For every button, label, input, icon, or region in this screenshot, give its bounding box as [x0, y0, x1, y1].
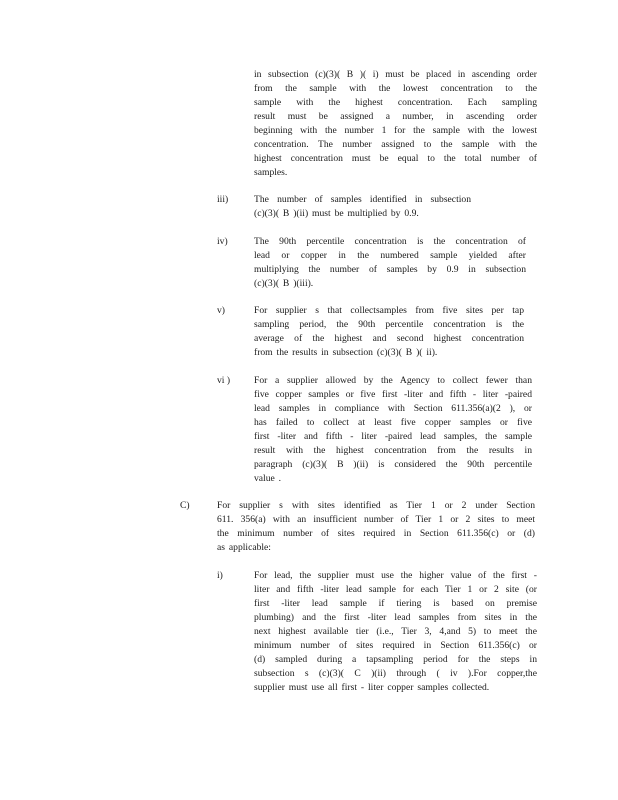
text-line: first -liter lead sample if tiering is based on premise — [254, 598, 537, 609]
text-line: lead samples in compliance with Section 611.356(a)(2 ), or — [254, 403, 532, 414]
text-line: concentration. The number assigned to the sample with the — [254, 139, 537, 150]
item-iv-paragraph — [254, 235, 526, 291]
text-line: subsection s (c)(3)( C )(ii) through ( iv ).For copper,the — [254, 668, 537, 679]
text-line: paragraph (c)(3)( B )(ii) is considered the 90th percentile — [254, 459, 532, 470]
text-line: The 90th percentile concentration is the concentration of — [254, 236, 526, 247]
text-line: supplier must use all first - liter copper samples collected. — [254, 682, 490, 693]
text-line: (c)(3)( B )(iii). — [254, 278, 314, 289]
text-line: multiplying the number of samples by 0.9 in subsection — [254, 264, 526, 275]
section-marker-c: C) — [180, 500, 190, 511]
text-line: samples. — [254, 167, 288, 178]
text-line: first -liter and fifth - liter -paired lead samples, the sample — [254, 431, 532, 442]
item-marker-vi: vi ) — [217, 375, 231, 386]
text-line: result must be assigned a number, in ascending order — [254, 111, 537, 122]
item-vi-paragraph — [254, 374, 532, 486]
text-line: from the sample with the lowest concentration to the — [254, 83, 537, 94]
text-line: lead or copper in the numbered sample yielded after — [254, 250, 526, 261]
text-line: 611. 356(a) with an insufficient number of Tier 1 or 2 sites to meet — [217, 514, 535, 525]
text-line: next highest available tier (i.e., Tier 3, 4,and 5) to meet the — [254, 626, 537, 637]
item-marker-v: v) — [217, 305, 225, 316]
text-line: sample with the highest concentration. Each sampling — [254, 97, 537, 108]
section-c-paragraph — [217, 499, 535, 555]
text-line: For a supplier allowed by the Agency to collect fewer than — [254, 375, 532, 386]
text-line: in subsection (c)(3)( B )( i) must be placed in ascending order — [254, 69, 537, 80]
text-line: highest concentration must be equal to the total number of — [254, 153, 537, 164]
section-c-item-i-paragraph — [254, 569, 537, 695]
text-line: minimum number of sites required in Section 611.356(c) or — [254, 640, 537, 651]
item-v-paragraph — [254, 304, 524, 360]
text-line: five copper samples or five first -liter and fifth - liter -paired — [254, 389, 532, 400]
text-line: (d) sampled during a tapsampling period for the steps in — [254, 654, 537, 665]
item-marker-iv: iv) — [217, 236, 228, 247]
text-line: plumbing) and the first -liter lead samples from sites in the — [254, 612, 537, 623]
text-line: (c)(3)( B )(ii) must be multiplied by 0.9. — [254, 208, 419, 219]
text-line: The number of samples identified in subsection — [254, 194, 471, 205]
text-line: For supplier s that collectsamples from five sites per tap — [254, 305, 524, 316]
text-line: from the results in subsection (c)(3)( B )( ii). — [254, 347, 438, 358]
item-marker-iii: iii) — [217, 194, 229, 205]
text-line: liter and fifth -liter lead sample for each Tier 1 or 2 site (or — [254, 584, 537, 595]
text-line: value . — [254, 473, 282, 484]
text-line: result with the highest concentration from the results in — [254, 445, 532, 456]
continuation-paragraph — [254, 68, 537, 180]
item-marker-c-i: i) — [217, 570, 223, 581]
text-line: beginning with the number 1 for the sample with the lowest — [254, 125, 537, 136]
text-line: sampling period, the 90th percentile concentration is the — [254, 319, 524, 330]
text-line: For supplier s with sites identified as Tier 1 or 2 under Section — [217, 500, 535, 511]
text-line: the minimum number of sites required in Section 611.356(c) or (d) — [217, 528, 535, 539]
text-line: as applicable: — [217, 542, 271, 553]
item-iii-paragraph — [254, 193, 471, 221]
text-line: has failed to collect at least five copper samples or five — [254, 417, 532, 428]
text-line: For lead, the supplier must use the higher value of the first - — [254, 570, 537, 581]
text-line: average of the highest and second highest concentration — [254, 333, 524, 344]
